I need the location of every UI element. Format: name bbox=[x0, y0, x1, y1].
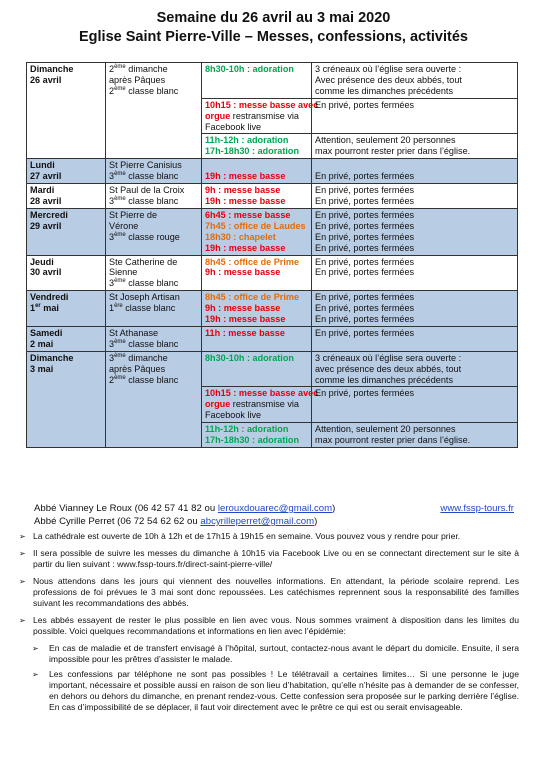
time-text: 17h-18h30 : adoration bbox=[205, 146, 299, 157]
feast-text: Ste Catherine de bbox=[109, 256, 178, 267]
note-item bbox=[17, 615, 519, 637]
day-line: 27 avril bbox=[30, 171, 62, 182]
times-cell bbox=[202, 208, 312, 255]
times-cell bbox=[202, 134, 312, 159]
feast-text: classe blanc bbox=[125, 85, 179, 96]
time-text: 19h : messe basse bbox=[205, 171, 286, 182]
time-line bbox=[205, 353, 308, 364]
day-cell bbox=[27, 291, 106, 327]
time-text: 10h15 : messe basse avec bbox=[205, 388, 319, 399]
feast-line bbox=[109, 221, 198, 232]
feast-line bbox=[109, 171, 198, 182]
feast-text: 3 bbox=[109, 195, 115, 206]
feast-line bbox=[109, 267, 198, 278]
note-line: En privé, portes fermées bbox=[315, 256, 415, 267]
times-cell bbox=[202, 63, 312, 99]
notes-cell bbox=[312, 291, 518, 327]
note-text: Les abbés essayent de rester le plus possible en lien avec vous. Nous sommes vraiment à disposition dans les limites du possible. Voici quelques recommandations et informations en lien avec l’épidémie: bbox=[33, 615, 519, 636]
notes-cell bbox=[312, 387, 518, 423]
time-line bbox=[205, 267, 308, 278]
time-tail: restransmise via bbox=[230, 399, 299, 410]
feast-cell bbox=[106, 208, 202, 255]
note-line: Attention, seulement 20 personnes bbox=[315, 424, 456, 435]
time-tail: restransmise via bbox=[230, 110, 299, 121]
feast-line bbox=[109, 339, 198, 350]
feast-cell bbox=[106, 255, 202, 291]
note-line: En privé, portes fermées bbox=[315, 388, 415, 399]
feast-text: 3 bbox=[109, 171, 115, 182]
time-text: 7h45 : office de Laudes bbox=[205, 220, 306, 231]
time-text: 8h45 : office de Prime bbox=[205, 292, 300, 303]
time-text: 9h : messe basse bbox=[205, 185, 281, 196]
feast-text: après Pâques bbox=[109, 74, 166, 85]
schedule-row bbox=[27, 208, 518, 255]
feast-text: 1 bbox=[109, 303, 115, 314]
feast-text: St Pierre Canisius bbox=[109, 160, 182, 171]
time-line bbox=[205, 410, 308, 421]
day-line: Dimanche bbox=[30, 352, 74, 363]
feast-text: classe blanc bbox=[125, 195, 179, 206]
notes-cell bbox=[312, 134, 518, 159]
feast-text: St Pierre de bbox=[109, 209, 158, 220]
feast-text: 3 bbox=[109, 352, 115, 363]
time-line bbox=[205, 185, 308, 196]
spacer bbox=[315, 160, 514, 171]
feast-text: classe blanc bbox=[125, 374, 179, 385]
time-line bbox=[205, 135, 308, 146]
feast-text: classe blanc bbox=[125, 171, 179, 182]
feast-line bbox=[109, 64, 198, 75]
day-line: Jeudi bbox=[30, 256, 54, 267]
day-line: 3 mai bbox=[30, 363, 54, 374]
note-line: avec présence des deux abbés, tout bbox=[315, 363, 462, 374]
time-text: orgue bbox=[205, 399, 231, 410]
time-text: 6h45 : messe basse bbox=[205, 209, 291, 220]
notes-cell bbox=[312, 351, 518, 387]
times-cell bbox=[202, 98, 319, 134]
day-line: 2 mai bbox=[30, 338, 54, 349]
contacts-block bbox=[34, 502, 518, 528]
note-line: En privé, portes fermées bbox=[315, 231, 415, 242]
arrow-bullet-icon: ➢ bbox=[32, 644, 39, 653]
note-line: max pourront rester prier dans l’église. bbox=[315, 435, 471, 446]
arrow-bullet-icon: ➢ bbox=[32, 670, 39, 679]
time-line bbox=[205, 196, 308, 207]
time-line bbox=[205, 64, 308, 75]
feast-cell bbox=[106, 351, 202, 447]
feast-line bbox=[109, 210, 198, 221]
time-text: 8h30-10h : adoration bbox=[205, 64, 294, 74]
ordinal-suffix: ème bbox=[114, 171, 126, 178]
note-line: En privé, portes fermées bbox=[315, 303, 415, 314]
day-line: Lundi bbox=[30, 160, 55, 171]
time-line bbox=[205, 232, 308, 243]
feast-line bbox=[109, 86, 198, 97]
feast-text: St Athanase bbox=[109, 327, 159, 338]
time-line bbox=[205, 328, 308, 339]
feast-line bbox=[109, 196, 198, 207]
time-text: 10h15 : messe basse avec bbox=[205, 99, 319, 110]
time-text: 9h : messe basse bbox=[205, 267, 281, 278]
schedule-row bbox=[27, 291, 518, 327]
note-line: En privé, portes fermées bbox=[315, 185, 415, 196]
time-line bbox=[205, 111, 308, 122]
feast-cell bbox=[106, 326, 202, 351]
time-line bbox=[205, 292, 308, 303]
page-title: Semaine du 26 avril au 3 mai 2020 bbox=[156, 10, 391, 26]
feast-line bbox=[109, 353, 198, 364]
time-line bbox=[205, 303, 308, 314]
time-line bbox=[205, 435, 308, 446]
note-line: En privé, portes fermées bbox=[315, 220, 415, 231]
schedule-row bbox=[27, 255, 518, 291]
feast-text: 3 bbox=[109, 278, 115, 289]
day-cell bbox=[27, 184, 106, 209]
ordinal-suffix: ème bbox=[114, 374, 126, 381]
day-line: Vendredi bbox=[30, 292, 69, 303]
feast-text: classe rouge bbox=[125, 231, 180, 242]
sub-note-item bbox=[17, 643, 519, 665]
time-line bbox=[205, 388, 319, 399]
times-cell bbox=[202, 184, 312, 209]
times-cell bbox=[202, 387, 319, 423]
day-line: 29 avril bbox=[30, 220, 62, 231]
ordinal-suffix: ème bbox=[114, 352, 126, 359]
notes-section bbox=[17, 531, 519, 717]
day-cell bbox=[27, 208, 106, 255]
day-cell bbox=[27, 351, 106, 447]
sub-note-text: En cas de maladie et de transfert envisagé à l’hôpital, surtout, contactez-nous avant le départ du domicile. Ensuite, il sera impossible pour les prêtres d’assister le malade. bbox=[49, 643, 519, 664]
feast-line bbox=[109, 185, 198, 196]
note-text: Il sera possible de suivre les messes du dimanche à 10h15 via Facebook Live ou en se connectant directement sur le site à partir du lien suivant : www.fssp-tours.fr/direct-saint-pierre-ville/ bbox=[33, 548, 519, 569]
feast-cell bbox=[106, 63, 202, 159]
day-line: Mercredi bbox=[30, 209, 68, 220]
arrow-bullet-icon: ➢ bbox=[19, 616, 26, 625]
time-text: 19h : messe basse bbox=[205, 314, 286, 325]
ordinal-suffix: ème bbox=[114, 338, 126, 345]
feast-line bbox=[109, 375, 198, 386]
feast-line bbox=[109, 364, 198, 375]
time-text: 11h-12h : adoration bbox=[205, 424, 289, 435]
ordinal-suffix: ème bbox=[114, 195, 126, 202]
contact-line-2 bbox=[34, 515, 518, 528]
time-line bbox=[205, 314, 308, 325]
schedule-row bbox=[27, 184, 518, 209]
feast-text: St Paul de la Croix bbox=[109, 185, 185, 196]
notes-cell bbox=[312, 98, 518, 134]
time-line bbox=[205, 399, 308, 410]
notes-cell bbox=[312, 423, 518, 448]
time-line bbox=[205, 257, 308, 268]
feast-text: 2 bbox=[109, 64, 115, 74]
contact-1-text: Abbé Vianney Le Roux (06 42 57 41 82 ou bbox=[34, 503, 218, 514]
time-text: 18h30 : chapelet bbox=[205, 231, 276, 242]
feast-text: St Joseph Artisan bbox=[109, 292, 180, 303]
feast-text: dimanche bbox=[125, 64, 168, 74]
feast-line bbox=[109, 328, 198, 339]
time-text: 19h : messe basse bbox=[205, 195, 286, 206]
contact-2-text: Abbé Cyrille Perret (06 72 54 62 62 ou bbox=[34, 516, 201, 527]
feast-line bbox=[109, 278, 198, 289]
note-line: Attention, seulement 20 personnes bbox=[315, 135, 456, 146]
feast-cell bbox=[106, 159, 202, 184]
schedule-row bbox=[27, 326, 518, 351]
email-link-1[interactable]: lerouxdouarec@gmail.com bbox=[217, 503, 333, 514]
time-text: orgue bbox=[205, 110, 231, 121]
email-link-2[interactable]: abcyrilleperret@gmail.com bbox=[200, 516, 315, 527]
feast-cell bbox=[106, 184, 202, 209]
time-text: Facebook live bbox=[205, 121, 262, 132]
note-item bbox=[17, 531, 519, 542]
ordinal-suffix: ère bbox=[114, 303, 123, 310]
note-line: En privé, portes fermées bbox=[315, 242, 415, 253]
note-line: En privé, portes fermées bbox=[315, 99, 415, 110]
note-line: En privé, portes fermées bbox=[315, 327, 415, 338]
note-line: comme les dimanches précédents bbox=[315, 374, 453, 385]
day-cell bbox=[27, 326, 106, 351]
time-line bbox=[205, 122, 308, 133]
time-line bbox=[205, 221, 308, 232]
arrow-bullet-icon: ➢ bbox=[19, 549, 26, 558]
day-line: 30 avril bbox=[30, 267, 62, 278]
note-line: En privé, portes fermées bbox=[315, 195, 415, 206]
feast-text: après Pâques bbox=[109, 363, 166, 374]
day-line: Dimanche bbox=[30, 64, 74, 74]
schedule-table bbox=[26, 62, 518, 448]
time-text: Facebook live bbox=[205, 410, 262, 421]
feast-text: Sienne bbox=[109, 267, 138, 278]
day-line: Samedi bbox=[30, 327, 63, 338]
note-line: 3 créneaux où l’église sera ouverte : bbox=[315, 64, 462, 74]
feast-text: 3 bbox=[109, 231, 115, 242]
times-cell bbox=[202, 291, 312, 327]
note-line: 3 créneaux où l’église sera ouverte : bbox=[315, 352, 462, 363]
times-cell bbox=[202, 326, 312, 351]
website-link[interactable]: www.fssp-tours.fr bbox=[440, 503, 514, 514]
feast-text: 3 bbox=[109, 338, 115, 349]
note-text: La cathédrale est ouverte de 10h à 12h et de 17h15 à 19h15 en semaine. Vous pouvez vous y rendre pour prier. bbox=[33, 531, 461, 541]
time-line bbox=[205, 99, 319, 111]
arrow-bullet-icon: ➢ bbox=[19, 577, 26, 586]
note-line: comme les dimanches précédents bbox=[315, 85, 453, 96]
notes-cell bbox=[312, 255, 518, 291]
times-cell bbox=[202, 423, 312, 448]
note-line: En privé, portes fermées bbox=[315, 292, 415, 303]
time-line bbox=[205, 171, 308, 182]
feast-text: classe blanc bbox=[122, 303, 176, 314]
ordinal-suffix: er bbox=[35, 303, 41, 310]
day-cell bbox=[27, 255, 106, 291]
note-item bbox=[17, 548, 519, 570]
page-subtitle: Eglise Saint Pierre-Ville – Messes, confessions, activités bbox=[78, 29, 468, 45]
time-text: 8h45 : office de Prime bbox=[205, 256, 300, 267]
spacer bbox=[205, 160, 308, 171]
day-cell bbox=[27, 159, 106, 184]
time-line bbox=[205, 210, 308, 221]
feast-line bbox=[109, 160, 198, 171]
note-item bbox=[17, 576, 519, 609]
times-cell bbox=[202, 351, 312, 387]
feast-text: classe blanc bbox=[125, 338, 179, 349]
feast-text: dimanche bbox=[125, 352, 168, 363]
times-cell bbox=[202, 159, 312, 184]
sub-note-item bbox=[17, 669, 519, 713]
note-line: En privé, portes fermées bbox=[315, 267, 415, 278]
note-line: Avec présence des deux abbés, tout bbox=[315, 74, 462, 85]
contact-1-end: ) bbox=[332, 503, 336, 514]
schedule-row bbox=[27, 351, 518, 387]
note-text: Nous attendons dans les jours qui viennent des nouvelles informations. En attendant, la période scolaire reprend. Les professions de foi prévues le 3 mai sont donc repoussées. Les catéchismes reprennent sous la responsabilité des familles suivant les recommandations des abbés. bbox=[33, 576, 519, 608]
notes-cell bbox=[312, 326, 518, 351]
sub-note-text: Les confessions par téléphone ne sont pas possibles ! Le télétravail a certaines limites… Si une personne le juge important, nécessaire et possible aussi en raison de son lieu d’habitation, qu’elle n’hésite pas à demander de se confesser, en dehors ou dehors du dimanche, en prenant rendez-vous. Cette confession sera proposée sur le parking derrière l’église. En cas d’impossibilité de se déplacer, il faut voir directement avec le prêtre ce qui est ou serait envisageable. bbox=[49, 669, 519, 712]
notes-cell bbox=[312, 184, 518, 209]
time-text: 9h : messe basse bbox=[205, 303, 281, 314]
notes-cell bbox=[312, 63, 518, 99]
arrow-bullet-icon: ➢ bbox=[19, 532, 26, 541]
feast-text: 2 bbox=[109, 85, 115, 96]
notes-cell bbox=[312, 159, 518, 184]
day-line: 28 avril bbox=[30, 195, 62, 206]
ordinal-suffix: ème bbox=[114, 64, 126, 70]
schedule-row bbox=[27, 63, 518, 99]
time-line bbox=[205, 424, 308, 435]
time-line bbox=[205, 146, 308, 157]
times-cell bbox=[202, 255, 312, 291]
time-text: 17h-18h30 : adoration bbox=[205, 435, 299, 446]
time-text: 11h-12h : adoration bbox=[205, 135, 289, 146]
day-line: Mardi bbox=[30, 185, 55, 196]
day-line: 26 avril bbox=[30, 74, 62, 85]
time-text: 11h : messe basse bbox=[205, 327, 285, 338]
notes-cell bbox=[312, 208, 518, 255]
time-text: 8h30-10h : adoration bbox=[205, 352, 294, 363]
ordinal-suffix: ème bbox=[114, 85, 126, 92]
feast-line bbox=[109, 232, 198, 243]
note-line: En privé, portes fermées bbox=[315, 209, 415, 220]
note-line: max pourront rester prier dans l’église. bbox=[315, 146, 471, 157]
time-text: 19h : messe basse bbox=[205, 242, 286, 253]
day-line: 1er mai bbox=[30, 303, 59, 314]
ordinal-suffix: ème bbox=[114, 278, 126, 285]
feast-line bbox=[109, 303, 198, 314]
feast-text: classe blanc bbox=[125, 278, 179, 289]
day-cell bbox=[27, 63, 106, 159]
feast-line bbox=[109, 292, 198, 303]
contact-2-end: ) bbox=[314, 516, 318, 527]
feast-line bbox=[109, 257, 198, 268]
note-line: En privé, portes fermées bbox=[315, 171, 415, 182]
feast-cell bbox=[106, 291, 202, 327]
ordinal-suffix: ème bbox=[114, 231, 126, 238]
feast-line bbox=[109, 75, 198, 86]
feast-text: 2 bbox=[109, 374, 115, 385]
feast-text: Vérone bbox=[109, 220, 139, 231]
note-line: En privé, portes fermées bbox=[315, 314, 415, 325]
time-line bbox=[205, 243, 308, 254]
schedule-row bbox=[27, 159, 518, 184]
